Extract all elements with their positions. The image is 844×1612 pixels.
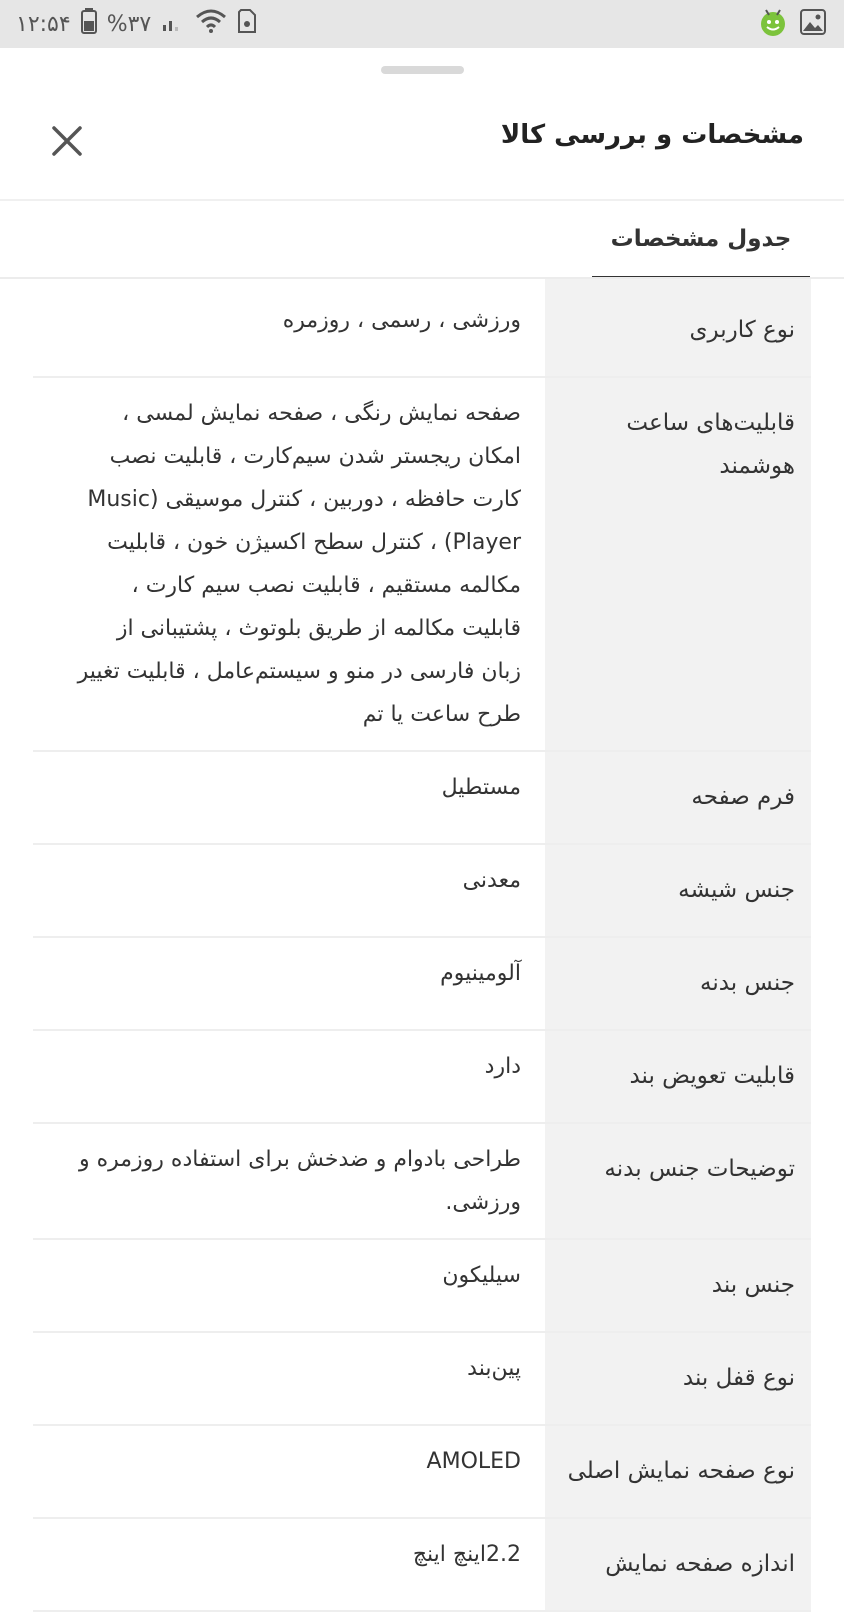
spec-value: پین‌بند (33, 1333, 545, 1424)
spec-key: جنس شیشه (545, 845, 811, 936)
spec-key: نوع کاربری (545, 285, 811, 376)
table-row (33, 1124, 811, 1240)
spec-key: اندازه صفحه نمایش (545, 1519, 811, 1610)
wifi-icon (195, 8, 227, 40)
table-row (33, 285, 811, 378)
spec-key: جنس بدنه (545, 938, 811, 1029)
spec-value: ورزشی ، رسمی ، روزمره (33, 285, 545, 376)
close-icon[interactable] (48, 122, 86, 160)
battery-percent: %۳۷ (106, 11, 152, 37)
spec-value: آلومینیوم (33, 938, 545, 1029)
table-row (33, 845, 811, 938)
table-row (33, 752, 811, 845)
spec-key: فرم صفحه (545, 752, 811, 843)
drag-handle[interactable] (381, 66, 464, 74)
signal-icon (161, 9, 185, 39)
spec-key: نوع قفل بند (545, 1333, 811, 1424)
tab-specs-table[interactable] (592, 201, 810, 277)
spec-key: جنس بند (545, 1240, 811, 1331)
table-row (33, 1519, 811, 1612)
table-row (33, 938, 811, 1031)
spec-value: معدنی (33, 845, 545, 936)
sheet-title: مشخصات و بررسی کالا (500, 120, 804, 150)
tab-specs-table-label: جدول مشخصات (610, 226, 792, 252)
spec-key: توضیحات جنس بدنه (545, 1124, 811, 1238)
spec-value: مستطیل (33, 752, 545, 843)
spec-value: AMOLED (33, 1426, 545, 1517)
status-time: ۱۲:۵۴ (16, 11, 71, 37)
table-row (33, 1426, 811, 1519)
battery-icon (81, 8, 97, 40)
status-left (16, 8, 257, 40)
spec-value: 2.2اینچ اینچ (33, 1519, 545, 1610)
specs-table (33, 285, 811, 1612)
table-row (33, 378, 811, 752)
spec-key: قابلیت تعویض بند (545, 1031, 811, 1122)
status-right (758, 8, 826, 40)
spec-value: صفحه نمایش رنگی ، صفحه نمایش لمسی ، امکان ریجستر شدن سیم‌کارت ، قابلیت نصب کارت حافظه ، دوربین ، کنترل موسیقی (Music Player) ، کنترل سطح اکسیژن خون ، قابلیت مکالمه مستقیم ، قابلیت نصب سیم کارت ، قابلیت مکالمه از طریق بلوتوث ، پشتیبانی از زبان فارسی در منو و سیستم‌عامل ، قابلیت تغییر طرح ساعت یا تم (33, 378, 545, 750)
spec-value: دارد (33, 1031, 545, 1122)
gallery-icon (800, 9, 826, 39)
spec-value: طراحی بادوام و ضدخش برای استفاده روزمره و ورزشی. (33, 1124, 545, 1238)
status-bar (0, 0, 844, 48)
spec-value: سیلیکون (33, 1240, 545, 1331)
spec-key: نوع صفحه نمایش اصلی (545, 1426, 811, 1517)
specs-bottom-sheet (0, 48, 844, 1577)
table-row (33, 1031, 811, 1124)
sim-icon (237, 8, 257, 40)
android-app-icon (758, 7, 788, 41)
table-row (33, 1333, 811, 1426)
table-row (33, 1240, 811, 1333)
spec-key: قابلیت‌های ساعت هوشمند (545, 378, 811, 750)
